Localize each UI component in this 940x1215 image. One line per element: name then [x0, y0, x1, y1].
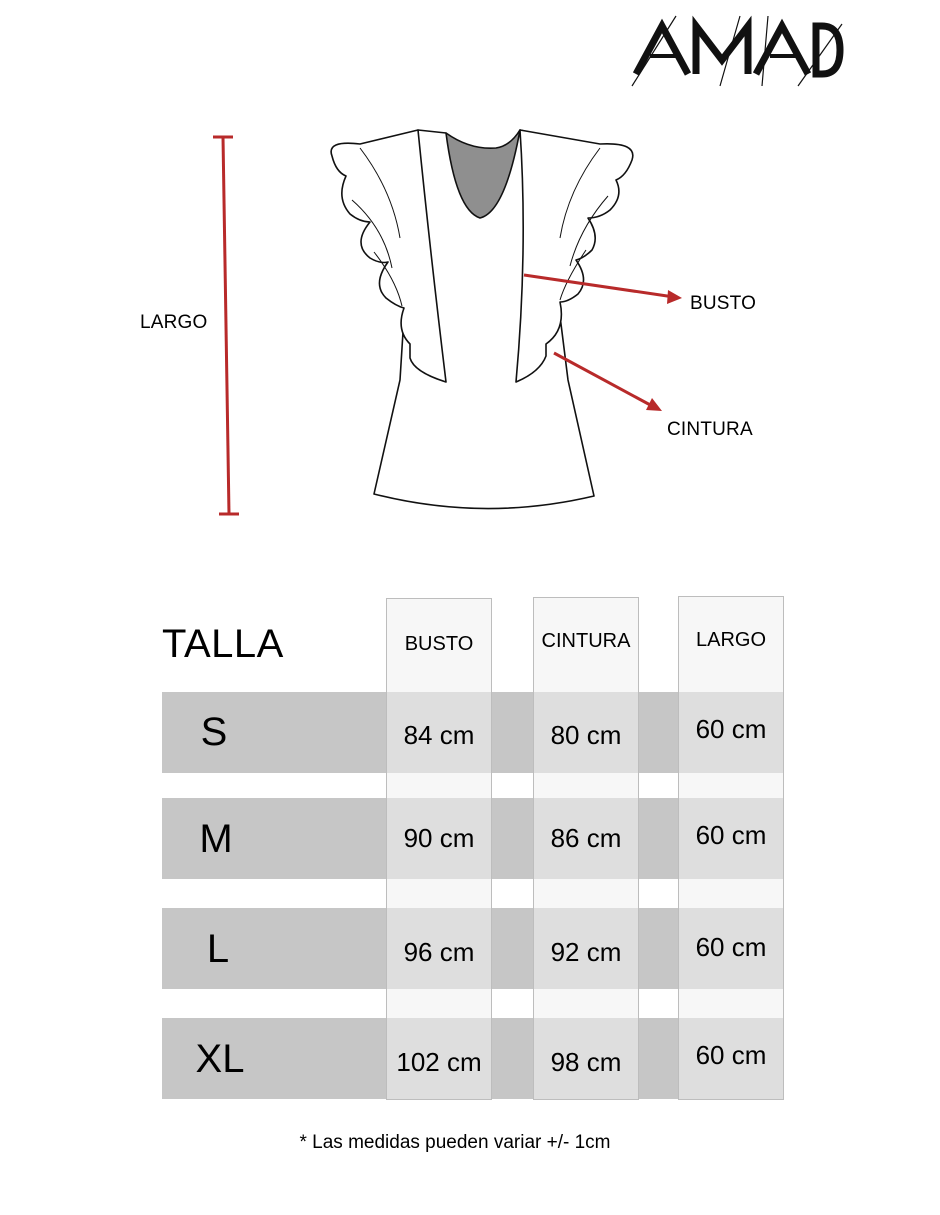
garment-diagram	[0, 120, 940, 530]
top-garment-drawing	[331, 130, 633, 509]
bust-value: 96 cm	[403, 937, 475, 967]
waist-value: 98 cm	[550, 1047, 622, 1077]
size-label: XL	[195, 1037, 245, 1081]
length-value: 60 cm	[695, 714, 767, 744]
bust-value: 102 cm	[396, 1047, 482, 1077]
waist-value: 92 cm	[550, 937, 622, 967]
size-label: S	[200, 710, 228, 754]
label-busto: BUSTO	[690, 293, 757, 314]
length-value: 60 cm	[695, 1040, 767, 1070]
column-header-busto: BUSTO	[404, 633, 474, 655]
length-value: 60 cm	[695, 932, 767, 962]
label-largo: LARGO	[140, 312, 208, 333]
brand-logo	[630, 14, 845, 88]
length-measure-line	[213, 137, 239, 514]
waist-value: 80 cm	[550, 720, 622, 750]
column-header-cintura: CINTURA	[541, 630, 631, 652]
size-label: M	[199, 817, 233, 861]
bust-value: 84 cm	[403, 720, 475, 750]
measurement-footnote: * Las medidas pueden variar +/- 1cm	[299, 1132, 611, 1153]
size-label: L	[206, 927, 230, 971]
length-value: 60 cm	[695, 820, 767, 850]
table-title: TALLA	[162, 622, 284, 666]
bust-value: 90 cm	[403, 823, 475, 853]
waist-value: 86 cm	[550, 823, 622, 853]
label-cintura: CINTURA	[667, 419, 753, 440]
column-header-largo: LARGO	[695, 629, 767, 651]
